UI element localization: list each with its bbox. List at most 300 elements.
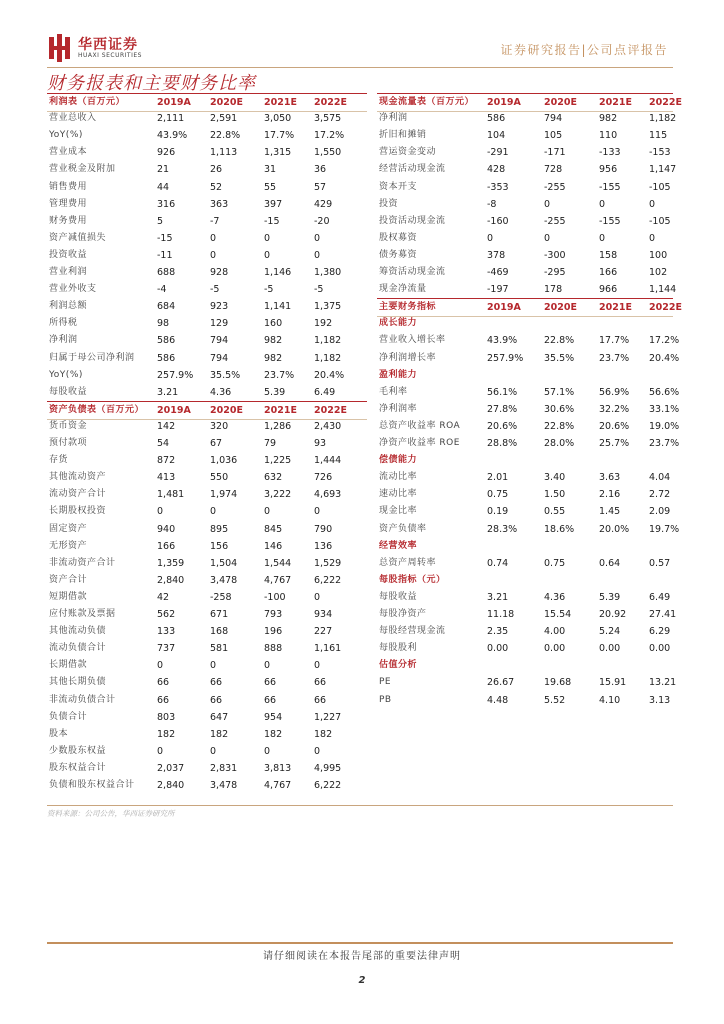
row-label: 所得税 (49, 318, 78, 329)
balance-year-header: 2020E (210, 404, 243, 416)
row-label: 经营活动现金流 (379, 164, 446, 175)
row-value: 550 (210, 472, 229, 484)
row-value: 142 (157, 420, 176, 432)
row-value: 794 (210, 335, 229, 347)
table-row (47, 161, 367, 178)
row-value: 0 (210, 232, 217, 244)
row-value: 0.74 (487, 557, 509, 569)
row-value: 6.49 (649, 591, 671, 603)
row-label: 短期借款 (49, 591, 88, 602)
row-label: 股东权益合计 (49, 762, 107, 773)
table-row (47, 709, 367, 726)
row-value: 100 (649, 249, 668, 261)
row-value: 4.36 (210, 386, 232, 398)
row-label: 其他流动负债 (49, 626, 107, 637)
row-value: 104 (487, 130, 506, 142)
table-row (377, 589, 673, 606)
row-value: 0 (314, 745, 321, 757)
row-value: 44 (157, 181, 170, 193)
row-label: 少数股东权益 (49, 745, 107, 756)
row-value: -258 (210, 591, 232, 603)
row-value: 27.8% (487, 403, 518, 415)
table-row (47, 469, 367, 486)
row-value: 0 (210, 249, 217, 261)
huaxi-logo-icon (47, 34, 73, 62)
row-label: 毛利率 (379, 386, 408, 397)
income-year-header: 2020E (210, 97, 243, 108)
row-label: 营业外收支 (49, 284, 97, 295)
row-value: -469 (487, 267, 509, 278)
row-value: 926 (157, 147, 176, 159)
row-value: 3,813 (264, 762, 292, 774)
cashflow-year-header: 2019A (487, 97, 521, 108)
row-value: 3.21 (487, 591, 509, 603)
row-value: 168 (210, 626, 229, 638)
row-value: 586 (157, 335, 176, 347)
row-value: 11.18 (487, 609, 515, 620)
row-value: 5.52 (544, 694, 566, 706)
row-value: 196 (264, 626, 283, 638)
row-value: 562 (157, 609, 176, 620)
row-label: YoY(%) (49, 369, 83, 380)
row-value: 1,147 (649, 164, 677, 176)
row-label: 净资产收益率 ROE (379, 438, 460, 448)
table-row (47, 179, 367, 196)
row-value: -15 (264, 215, 280, 227)
table-row (47, 110, 367, 127)
row-value: 20.4% (649, 352, 680, 364)
row-value: 2,831 (210, 762, 238, 774)
row-value: 35.5% (544, 352, 575, 364)
table-row (377, 674, 677, 691)
section-title: 财务报表和主要财务比率 (47, 73, 256, 94)
row-value: 316 (157, 198, 176, 210)
row-value: 1,161 (314, 643, 342, 655)
table-row (377, 692, 673, 709)
row-label: 偿债能力 (379, 455, 418, 466)
table-row (47, 264, 367, 281)
row-label: 债务募资 (379, 249, 418, 260)
row-value: 28.8% (487, 438, 518, 449)
row-value: 22.8% (544, 420, 575, 432)
row-value: 1,375 (314, 301, 342, 313)
header-divider (47, 67, 673, 68)
source-note: 资料来源：公司公告，华西证券研究所 (47, 809, 175, 818)
row-label: 非流动资产合计 (49, 557, 116, 568)
row-value: 56.6% (649, 386, 680, 398)
row-value: 166 (599, 267, 618, 278)
table-row (47, 743, 367, 760)
row-value: -15 (157, 232, 173, 244)
row-value: 363 (210, 198, 229, 210)
row-value: 1,141 (264, 301, 292, 313)
row-value: -155 (599, 181, 621, 193)
row-value: 26 (210, 164, 223, 176)
row-value: 93 (314, 438, 327, 449)
row-value: 43.9% (157, 130, 188, 142)
table-row (47, 332, 367, 349)
row-value: 0.75 (544, 557, 566, 569)
row-value: 1,444 (314, 455, 342, 467)
table-row (377, 161, 677, 178)
row-value: 794 (544, 113, 563, 125)
table-row (47, 572, 367, 589)
row-value: 413 (157, 472, 176, 484)
row-value: 1,529 (314, 557, 342, 569)
row-value: -5 (314, 284, 324, 296)
row-value: 982 (264, 335, 283, 347)
row-label: 筹资活动现金流 (379, 267, 446, 277)
row-value: 1,504 (210, 557, 238, 569)
row-label: 货币资金 (49, 420, 88, 431)
row-value: 928 (210, 267, 229, 278)
row-value: 895 (210, 523, 229, 535)
row-value: 54 (157, 438, 170, 449)
row-value: 178 (544, 284, 563, 296)
row-value: 1,036 (210, 455, 238, 467)
table-row (377, 555, 673, 572)
row-value: 671 (210, 609, 229, 620)
row-value: 257.9% (157, 369, 194, 381)
row-value: 0 (210, 745, 217, 757)
row-value: 1,380 (314, 267, 342, 278)
ratios-year-header: 2022E (649, 302, 682, 314)
row-value: 1,182 (649, 113, 677, 125)
row-label: 预付款项 (49, 438, 88, 448)
row-value: 1,227 (314, 711, 342, 723)
row-value: 0.00 (544, 643, 566, 655)
row-value: 4,767 (264, 780, 292, 791)
row-value: 182 (264, 728, 283, 740)
row-value: 0 (314, 232, 321, 244)
table-row (377, 486, 673, 503)
row-value: 2.01 (487, 472, 509, 484)
row-value: 2.35 (487, 626, 509, 638)
row-value: 1,974 (210, 489, 238, 501)
table-row (47, 623, 367, 640)
table-row (377, 435, 680, 452)
row-value: 66 (314, 677, 327, 689)
row-label: 其他流动资产 (49, 472, 107, 483)
row-value: 2.09 (649, 506, 671, 518)
table-row (377, 503, 673, 520)
row-value: 4.00 (544, 626, 566, 638)
table-row (377, 606, 677, 623)
row-value: 1,182 (314, 335, 342, 347)
row-value: 0.00 (599, 643, 621, 655)
row-value: 20.0% (599, 523, 630, 535)
row-value: 146 (264, 540, 283, 552)
row-value: 0 (157, 745, 164, 757)
row-label: 每股净资产 (379, 609, 427, 619)
row-value: 79 (264, 438, 277, 449)
row-label: 股权募资 (379, 232, 418, 243)
row-value: 397 (264, 198, 283, 210)
row-value: 17.2% (314, 130, 345, 142)
row-label: 销售费用 (49, 181, 88, 192)
table-subheader-row (377, 538, 673, 555)
table-row (47, 435, 367, 452)
row-value: 102 (649, 267, 668, 278)
row-value: 0 (210, 506, 217, 518)
row-value: 0 (314, 660, 321, 672)
row-value: 803 (157, 711, 176, 723)
legal-disclaimer: 请仔细阅读在本报告尾部的重要法律声明 (263, 951, 461, 962)
row-value: 57.1% (544, 386, 575, 398)
row-value: 28.3% (487, 523, 518, 535)
table-row (377, 247, 673, 264)
row-value: 2,430 (314, 420, 342, 432)
row-value: 1,544 (264, 557, 292, 569)
row-label: 现金比率 (379, 506, 418, 517)
row-label: 速动比率 (379, 489, 418, 500)
row-value: 13.21 (649, 677, 677, 689)
logo-english-text: HUAXI SECURITIES (78, 52, 142, 59)
row-label: 成长能力 (379, 318, 418, 329)
row-label: 盈利能力 (379, 369, 418, 380)
row-value: 940 (157, 523, 176, 535)
row-value: 156 (210, 540, 229, 552)
row-label: 经营效率 (379, 540, 418, 551)
row-value: -155 (599, 215, 621, 227)
table-row (377, 469, 673, 486)
row-value: -197 (487, 284, 509, 296)
row-value: 2.16 (599, 489, 621, 501)
table-row (47, 350, 367, 367)
row-value: 982 (264, 352, 283, 364)
row-value: 956 (599, 164, 618, 176)
row-value: -100 (264, 591, 286, 603)
row-label: 投资活动现金流 (379, 215, 446, 226)
row-value: -153 (649, 147, 671, 159)
row-value: 1,359 (157, 557, 185, 569)
table-row (47, 760, 367, 777)
balance-title: 资产负债表（百万元） (49, 404, 145, 415)
row-label: PB (379, 694, 392, 705)
table-row (47, 144, 367, 161)
table-row (47, 196, 367, 213)
row-value: 794 (210, 352, 229, 364)
table-row (377, 521, 680, 538)
row-value: 0 (210, 660, 217, 672)
income-year-header: 2022E (314, 97, 347, 108)
row-label: 营业总收入 (49, 113, 97, 124)
row-label: 负债合计 (49, 711, 88, 722)
table-row (47, 674, 367, 691)
row-value: 6,222 (314, 780, 342, 791)
row-value: 31 (264, 164, 277, 176)
row-value: -171 (544, 147, 566, 159)
row-value: 793 (264, 609, 283, 620)
row-value: 4.10 (599, 694, 621, 706)
row-value: 320 (210, 420, 229, 432)
row-value: 0 (264, 506, 271, 518)
row-value: 688 (157, 267, 176, 278)
row-value: 20.6% (487, 420, 518, 432)
table-row (47, 640, 367, 657)
row-value: 0.64 (599, 557, 621, 569)
row-value: 982 (599, 113, 618, 125)
row-value: 3,478 (210, 780, 238, 791)
page-number: 2 (358, 975, 366, 986)
row-value: 6,222 (314, 574, 342, 586)
row-value: 378 (487, 249, 506, 261)
row-value: -291 (487, 147, 509, 159)
row-value: 3,050 (264, 113, 292, 125)
row-value: 888 (264, 643, 283, 655)
logo-chinese-text: 华西证券 (78, 37, 138, 53)
row-value: 115 (649, 130, 668, 142)
row-value: 66 (157, 694, 170, 706)
row-value: 0 (157, 506, 164, 518)
row-value: 57 (314, 181, 327, 193)
row-value: 182 (314, 728, 333, 740)
table-row (47, 367, 367, 384)
row-value: 1.50 (544, 489, 566, 501)
table-row (47, 589, 367, 606)
row-value: 3.13 (649, 694, 671, 706)
table-row (47, 555, 367, 572)
row-value: 0.57 (649, 557, 671, 569)
row-value: 4.36 (544, 591, 566, 603)
table-row (377, 213, 673, 230)
row-value: 4.48 (487, 694, 509, 706)
row-value: 0.19 (487, 506, 509, 518)
balance-year-header: 2019A (157, 404, 191, 416)
row-value: 20.4% (314, 369, 345, 381)
row-value: 1,146 (264, 267, 292, 278)
row-value: 1,113 (210, 147, 238, 159)
row-value: 66 (264, 677, 277, 689)
row-value: 0 (264, 745, 271, 757)
row-label: 非流动负债合计 (49, 694, 116, 705)
row-value: 728 (544, 164, 563, 176)
table-row (47, 281, 367, 298)
table-row (47, 247, 367, 264)
row-value: 26.67 (487, 677, 515, 689)
row-value: -5 (264, 284, 274, 296)
row-value: 19.7% (649, 523, 680, 535)
row-value: 66 (314, 694, 327, 706)
balance-year-header: 2022E (314, 404, 347, 416)
row-value: 158 (599, 249, 618, 261)
row-value: 845 (264, 523, 283, 535)
row-label: 其他长期负债 (49, 677, 107, 688)
row-value: -255 (544, 181, 566, 193)
row-value: 429 (314, 198, 333, 210)
table-row (47, 521, 367, 538)
row-value: 182 (157, 728, 176, 740)
row-value: 0 (649, 232, 656, 244)
row-label: 投资 (379, 198, 399, 209)
row-value: 257.9% (487, 352, 524, 364)
row-value: 43.9% (487, 335, 518, 347)
row-value: 954 (264, 711, 283, 723)
cashflow-year-header: 2022E (649, 97, 682, 108)
row-value: 28.0% (544, 438, 575, 449)
table-subheader-row (377, 315, 673, 332)
table-row (47, 315, 367, 332)
income-year-header: 2019A (157, 97, 191, 108)
row-value: -7 (210, 215, 220, 227)
row-label: 长期借款 (49, 660, 88, 671)
row-value: 3.21 (157, 386, 179, 398)
income-title: 利润表（百万元） (49, 97, 126, 107)
row-label: 流动资产合计 (49, 489, 107, 500)
row-value: 21 (157, 164, 170, 176)
row-value: 19.0% (649, 420, 680, 432)
row-value: -20 (314, 215, 330, 227)
row-label: 存货 (49, 455, 69, 466)
row-value: 1,225 (264, 455, 292, 467)
row-value: 934 (314, 609, 333, 620)
row-value: 0 (544, 232, 551, 244)
row-value: 27.41 (649, 609, 677, 620)
row-value: 3.40 (544, 472, 566, 484)
row-label: 资产合计 (49, 574, 88, 585)
row-value: 17.7% (264, 130, 295, 142)
row-label: 每股收益 (379, 591, 418, 602)
ratios-year-header: 2019A (487, 302, 521, 314)
row-value: 42 (157, 591, 170, 603)
table-row (377, 144, 673, 161)
row-value: 1.45 (599, 506, 621, 518)
table-row (377, 179, 673, 196)
row-value: 428 (487, 164, 506, 176)
row-value: 2,840 (157, 574, 185, 586)
row-label: 股本 (49, 728, 69, 739)
row-label: 长期股权投资 (49, 506, 107, 517)
row-value: 0 (544, 198, 551, 210)
row-label: 净利润增长率 (379, 352, 437, 363)
row-label: 净利润率 (379, 403, 418, 414)
row-label: 折旧和摊销 (379, 130, 427, 141)
row-value: 136 (314, 540, 333, 552)
row-label: 营业收入增长率 (379, 335, 446, 346)
row-value: 32.2% (599, 403, 630, 415)
row-label: 资产负债率 (379, 523, 427, 534)
row-value: 0 (264, 660, 271, 672)
row-value: 5 (157, 215, 164, 227)
row-value: 98 (157, 318, 170, 330)
table-row (47, 418, 367, 435)
row-value: 684 (157, 301, 176, 313)
row-label: 净利润 (49, 335, 78, 346)
row-value: 581 (210, 643, 229, 655)
row-value: 0 (599, 232, 606, 244)
row-value: 192 (314, 318, 333, 330)
table-row (377, 264, 673, 281)
row-value: 3,478 (210, 574, 238, 586)
row-value: 18.6% (544, 523, 575, 535)
table-row (377, 230, 673, 247)
table-row (377, 281, 677, 298)
row-value: 0 (314, 249, 321, 261)
row-value: 56.1% (487, 386, 518, 398)
table-row (377, 384, 680, 401)
table-row (47, 777, 367, 794)
row-value: -4 (157, 284, 167, 296)
row-value: 160 (264, 318, 283, 330)
row-value: 586 (157, 352, 176, 364)
row-value: 182 (210, 728, 229, 740)
row-value: -105 (649, 181, 671, 193)
table-row (377, 418, 680, 435)
row-value: -160 (487, 215, 509, 227)
row-value: 166 (157, 540, 176, 552)
row-label: 每股经营现金流 (379, 626, 446, 637)
row-value: 872 (157, 455, 176, 467)
